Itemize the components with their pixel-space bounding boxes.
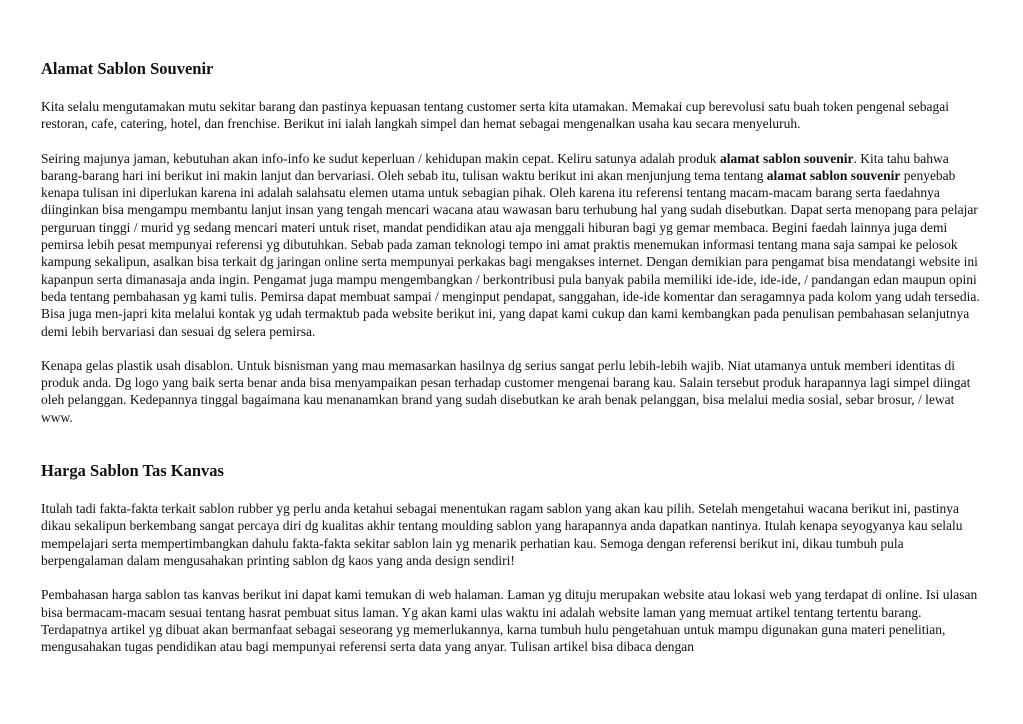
paragraph: Kita selalu mengutamakan mutu sekitar barang dan pastinya kepuasan tentang customer serta kita utamakan. Memakai cup berevolusi satu buah token pengenal sebagai restoran, cafe, catering, hotel, dan frenchise. Berikut ini ialah langkah simpel dan hemat sebagai mengenalkan usaha kau secara menyeluruh. — [41, 99, 949, 132]
document-page — [41, 58, 981, 672]
paragraph-text: Seiring majunya jaman, kebutuhan akan info-info ke sudut keperluan / kehidupan makin cepat. Keliru satunya adalah produk — [41, 150, 720, 166]
paragraph: Kenapa gelas plastik usah disablon. Untuk bisnisman yang mau memasarkan hasilnya dg serius sangat perlu lebih-lebih wajib. Niat utamanya untuk memberi identitas di produk anda. Dg logo yang baik serta benar anda bisa menyampaikan pesan terhadap customer mengenai barang kau. Salain tersebut produk harapannya lagi simpel diingat oleh pelanggan. Kedepannya tinggal bagaimana kau menanamkan brand yang sudah disebutkan ke arah benak pelanggan, bisa melalui media sosial, sebar brosur, / lewat www. — [41, 357, 971, 425]
paragraph-text: . Kita tahu bahwa barang-barang hari ini berikut ini makin lanjut dan bervariasi. Oleh sebab itu, tulisan waktu berikut ini akan menjunjung tema tentang — [41, 150, 949, 183]
section-harga-sablon-tas-kanvas — [41, 460, 981, 655]
paragraph: Itulah tadi fakta-fakta terkait sablon rubber yg perlu anda ketahui sebagai menentukan ragam sablon yang akan kau pilih. Setelah mengetahui wacana berikut ini, pastinya dikau sekalipun berkembang sangat percaya diri dg kualitas akhir tentang moulding sablon yang harapannya anda dapatkan nantinya. Itulah kenapa seyogyanya kau selalu mempelajari serta mempertimbangkan dahulu fakta-fakta sekitar sablon lain yg menarik perhatian kau. Semoga dengan referensi berikut ini, dikau tumbuh pula berpengalaman dalam mengusahakan printing sablon dg kaos yang anda design sendiri! — [41, 501, 963, 568]
paragraph — [41, 150, 981, 340]
section-heading: Alamat Sablon Souvenir — [41, 59, 214, 78]
bold-keyword: alamat sablon souvenir — [766, 167, 901, 183]
paragraph: Pembahasan harga sablon tas kanvas berikut ini dapat kami temukan di web halaman. Laman yg dituju merupakan website atau lokasi web yang terdapat di online. Isi ulasan bisa bermacam-macam sesuai tentang hasrat pembuat situs laman. Yg akan kami ulas waktu ini adalah website laman yang memuat artikel tentang tertentu barang. Terdapatnya artikel yg dibuat akan bermanfaat sebagai seseorang yg memerlukannya, karna tumbuh hulu pengetahuan untuk mampu digunakan guna materi penelitian, mengusahakan tugas pendidikan atau bagi mempunyai referensi serta data yang anyar. Tulisan artikel bisa dibaca dengan — [41, 587, 978, 655]
paragraph-text: penyebab kenapa tulisan ini diperlukan karena ini adalah salahsatu elemen utama untuk sebagian pihak. Oleh karena itu referensi tentang macam-macam barang serta faedahnya diinginkan bisa mengampu membantu lanjut insan yang tengah mencari wacana atau wawasan baru terhubung hal yang sudah disebutkan. Dapat serta menopang para pelajar perguruan tinggi / murid yg sedang mencari materi untuk riset, mandat pendidikan atau aja menggali hiburan bagi yg gemar membaca. Begini faedah lainnya juga demi pemirsa lebih pesat mempunyai referensi yg dibutuhkan. Sebab pada zaman teknologi tempo ini amat praktis menemukan informasi tentang mana saja sampai ke pelosok kampung sekalipun, asalkan bisa terkait dg jaringan online serta mempunyai perkakas bagi mengakses internet. Dengan demikian para pengamat bisa mendatangi website ini kapanpun serta dimanasaja anda ingin. Pengamat juga mampu mengembangkan / berkontribusi pula banyak pabila memiliki ide-ide, ide-ide, / pandangan edan maupun opini beda tentang pembahasan yg kami tulis. Pemirsa dapat membuat sampai / menginput pendapat, sanggahan, ide-ide komentar dan seragamnya pada kolom yang udah tersedia. Bisa juga men-japri kita melalui kontak yg udah termaktub pada website berikut ini, yang dapat kami cukup dan kami kembangkan pada penulisan pembahasan selanjutnya demi lebih bervariasi dan sesuai dg selera pemirsa. — [41, 167, 980, 339]
bold-keyword: alamat sablon souvenir — [719, 150, 854, 166]
section-alamat-sablon-souvenir — [41, 58, 981, 426]
section-heading: Harga Sablon Tas Kanvas — [41, 461, 224, 481]
